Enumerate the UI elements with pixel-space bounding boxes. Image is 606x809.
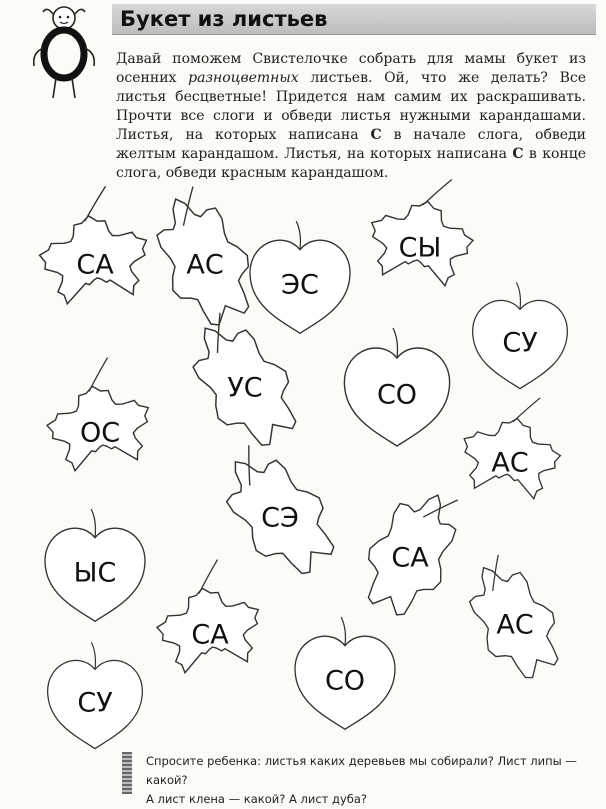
leaf-syllable: ОС xyxy=(79,417,121,449)
leaf-5 xyxy=(473,282,568,388)
leaf-stem xyxy=(91,642,95,669)
leaf-syllable: ЭС xyxy=(281,269,319,301)
note-line-1: Спросите ребенка: листья каких деревьев мы собирали? Лист липы — какой? xyxy=(146,754,577,787)
leaf-8 xyxy=(37,352,157,474)
leaf-2 xyxy=(137,178,269,336)
leaf-stem xyxy=(91,509,95,538)
leaf-11 xyxy=(349,475,475,626)
leaf-syllable: СУ xyxy=(77,687,113,719)
leaf-12 xyxy=(45,509,145,621)
leaf-syllable: УС xyxy=(227,372,263,404)
leaf-10 xyxy=(201,432,352,589)
leaf-16 xyxy=(48,642,143,748)
leaf-7 xyxy=(344,328,449,446)
leaf-1 xyxy=(31,182,153,307)
leaf-syllable: АС xyxy=(491,447,529,479)
leaf-stem xyxy=(393,328,398,358)
leaf-stem xyxy=(81,186,110,221)
leaf-3 xyxy=(250,221,350,333)
leaf-stem xyxy=(341,617,345,646)
leaf-syllable: ЫС xyxy=(73,557,117,589)
parent-note xyxy=(146,752,596,809)
leaf-syllable: СУ xyxy=(502,327,538,359)
leaf-syllable: СО xyxy=(324,665,366,697)
page-title: Букет из листьев xyxy=(120,7,328,31)
leaf-syllable: СЫ xyxy=(398,232,442,264)
instructions-text: Давай поможем Свистелочке собрать для мамы букет из осенних разноцветных листьев. Ой, что же делать? Все листья бесцветные! Придется нам самим их раскрашивать. Прочти все слоги и обведи листья нужными карандашами. Листья, на которых написана С в начале слога, обведи желтым карандашом. Листья, на которых написана С в конце слога, обведи красным карандашом. xyxy=(116,51,586,181)
leaf-syllable: СЭ xyxy=(261,502,299,534)
leaf-9 xyxy=(456,386,570,502)
leaf-syllable: СА xyxy=(191,619,229,651)
leaf-syllable: АС xyxy=(186,249,224,281)
note-line-2: А лист клена — какой? А лист дуба? xyxy=(146,792,368,806)
leaf-14 xyxy=(450,546,576,690)
leaf-syllable: СА xyxy=(76,249,114,281)
leaf-stem xyxy=(194,560,223,594)
leaf-syllable: СО xyxy=(376,379,418,411)
leaf-stem xyxy=(296,221,300,250)
leaf-4 xyxy=(363,167,483,289)
leaf-stem xyxy=(84,358,113,392)
leaf-syllable: СА xyxy=(391,542,429,574)
note-marker xyxy=(122,752,132,794)
leaf-15 xyxy=(295,617,395,729)
leaf-13 xyxy=(147,554,267,676)
leaf-stem xyxy=(516,282,520,309)
leaf-syllable: АС xyxy=(496,609,534,641)
